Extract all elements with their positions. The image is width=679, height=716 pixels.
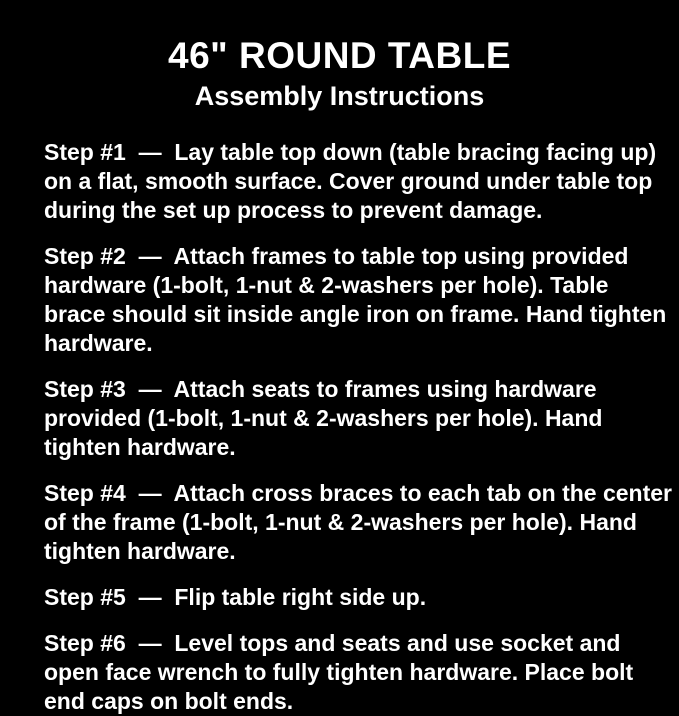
step-line: Step #3 — Attach seats to frames using hardware bbox=[44, 375, 597, 402]
step-line: Step #5 — Flip table right side up. bbox=[44, 583, 427, 610]
step-line: on a flat, smooth surface. Cover ground under table top bbox=[44, 167, 653, 194]
step-line: hardware. bbox=[44, 329, 153, 356]
step-line: Step #4 — Attach cross braces to each tab on the center bbox=[44, 479, 673, 506]
step-paragraph bbox=[44, 375, 635, 462]
step-line: brace should sit inside angle iron on frame. Hand tighten bbox=[44, 300, 667, 327]
step-paragraph bbox=[44, 629, 635, 716]
step-line: Step #2 — Attach frames to table top using provided bbox=[44, 242, 629, 269]
page-title: 46" ROUND TABLE bbox=[168, 35, 511, 76]
step-line: open face wrench to fully tighten hardware. Place bolt bbox=[44, 658, 634, 685]
step-line: tighten hardware. bbox=[44, 537, 236, 564]
step-line: tighten hardware. bbox=[44, 433, 236, 460]
step-paragraph bbox=[44, 138, 657, 225]
step-line: Step #1 — Lay table top down (table bracing facing up) bbox=[44, 138, 657, 165]
step-line: during the set up process to prevent damage. bbox=[44, 196, 543, 223]
step-line: provided (1-bolt, 1-nut & 2-washers per hole). Hand bbox=[44, 404, 603, 431]
step-line: of the frame (1-bolt, 1-nut & 2-washers per hole). Hand bbox=[44, 508, 637, 535]
page-subtitle: Assembly Instructions bbox=[194, 80, 485, 111]
step-paragraph bbox=[44, 479, 673, 566]
step-line: Step #6 — Level tops and seats and use socket and bbox=[44, 629, 621, 656]
step-paragraph bbox=[44, 583, 635, 612]
steps-list bbox=[44, 138, 673, 716]
step-line: hardware (1-bolt, 1-nut & 2-washers per hole). Table bbox=[44, 271, 609, 298]
step-paragraph bbox=[44, 242, 667, 358]
step-line: end caps on bolt ends. bbox=[44, 687, 294, 714]
